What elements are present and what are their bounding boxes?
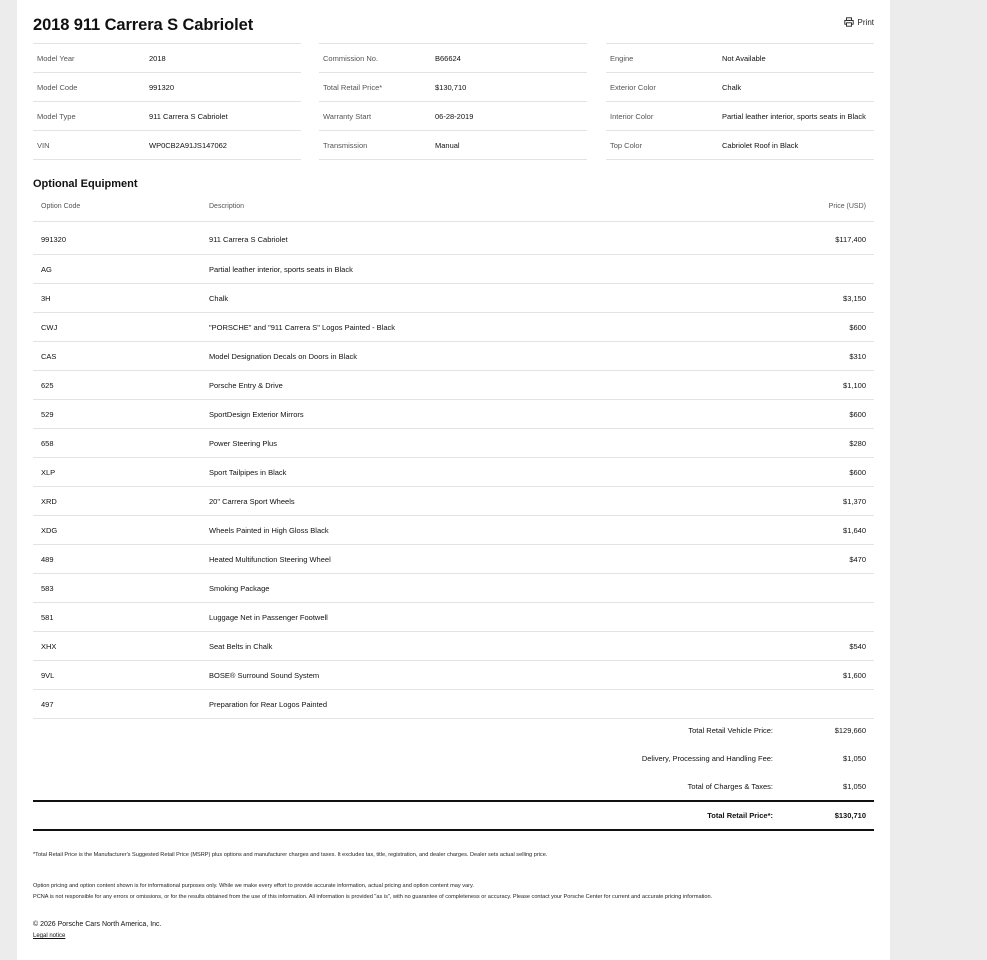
total-row-vehicle-price [33, 716, 874, 744]
option-code: AG [41, 265, 52, 274]
vehicle-detail-card [17, 0, 890, 960]
option-description: BOSE® Surround Sound System [209, 671, 320, 680]
option-code: XRD [41, 497, 57, 506]
option-code: 497 [41, 700, 54, 709]
total-label: Total Retail Vehicle Price: [688, 726, 773, 735]
total-row-delivery-fee [33, 744, 874, 772]
option-price: $1,370 [843, 497, 866, 506]
table-row [33, 400, 874, 429]
option-description: SportDesign Exterior Mirrors [209, 410, 304, 419]
option-price: $310 [849, 352, 866, 361]
table-row [33, 313, 874, 342]
specs-column-2 [319, 43, 587, 160]
spec-row [33, 43, 301, 72]
option-price: $1,600 [843, 671, 866, 680]
option-description: 911 Carrera S Cabriolet [209, 235, 288, 244]
spec-value: 911 Carrera S Cabriolet [149, 112, 228, 121]
print-button[interactable] [844, 17, 874, 27]
option-description: Wheels Painted in High Gloss Black [209, 526, 329, 535]
spec-label: Interior Color [610, 112, 654, 121]
table-row [33, 690, 874, 719]
total-label: Delivery, Processing and Handling Fee: [641, 754, 773, 763]
option-price: $600 [849, 323, 866, 332]
table-header [33, 193, 874, 222]
option-description: Model Designation Decals on Doors in Black [209, 352, 357, 361]
spec-value: B66624 [435, 54, 461, 63]
spec-row [606, 72, 874, 101]
spec-row [319, 101, 587, 130]
spec-row [606, 101, 874, 130]
spec-label: Transmission [323, 141, 368, 150]
spec-label: VIN [37, 141, 50, 150]
total-value: $1,050 [843, 782, 866, 791]
spec-label: Model Year [37, 54, 75, 63]
option-price: $3,150 [843, 294, 866, 303]
spec-value: WP0CB2A91JS147062 [149, 141, 227, 150]
option-price: $600 [849, 410, 866, 419]
spec-label: Top Color [610, 141, 643, 150]
spec-label: Engine [610, 54, 634, 63]
table-row [33, 255, 874, 284]
table-row [33, 632, 874, 661]
option-description: Porsche Entry & Drive [209, 381, 283, 390]
specs-column-3 [606, 43, 874, 160]
total-row-final-price [33, 800, 874, 831]
option-code: XLP [41, 468, 56, 477]
header-description: Description [209, 203, 245, 210]
table-row [33, 545, 874, 574]
total-value: $1,050 [843, 754, 866, 763]
option-disclaimer-line-2: PCNA is not responsible for any errors or omissions, or for the results obtained from the use of this information. All information is provided "as is", with no guarantee of completeness or accuracy. Please contact your Porsche Center for current and accurate pricing information. [33, 894, 713, 900]
total-row-charges-taxes [33, 772, 874, 800]
option-description: "PORSCHE" and "911 Carrera S" Logos Painted - Black [209, 323, 396, 332]
option-price: $470 [849, 555, 866, 564]
option-description: Power Steering Plus [209, 439, 277, 448]
option-description: Chalk [209, 294, 229, 303]
option-description: Luggage Net in Passenger Footwell [209, 613, 328, 622]
spec-row [606, 130, 874, 160]
spec-value: 06-28-2019 [435, 112, 474, 121]
final-total-value: $130,710 [834, 811, 866, 820]
option-code: 581 [41, 613, 54, 622]
spec-label: Warranty Start [323, 112, 372, 121]
optional-equipment-title: Optional Equipment [33, 178, 138, 190]
optional-equipment-table [33, 193, 874, 719]
header-option-code: Option Code [41, 203, 81, 210]
option-price: $280 [849, 439, 866, 448]
spec-row [319, 43, 587, 72]
option-description: Heated Multifunction Steering Wheel [209, 555, 331, 564]
spec-label: Total Retail Price* [323, 83, 383, 92]
option-description: Preparation for Rear Logos Painted [209, 700, 327, 709]
option-code: XHX [41, 642, 57, 651]
option-price: $117,400 [835, 235, 866, 244]
spec-value: Partial leather interior, sports seats in Black [722, 112, 866, 121]
print-label: Print [857, 17, 874, 27]
option-code: XDG [41, 526, 58, 535]
option-code: 625 [41, 381, 54, 390]
table-row [33, 458, 874, 487]
spec-value: Cabriolet Roof in Black [722, 141, 799, 150]
price-disclaimer: *Total Retail Price is the Manufacturer's Suggested Retail Price (MSRP) plus options and manufacturer charges and taxes. It excludes tax, title, registration, and dealer charges. Dealer sets actual selling price. [33, 852, 548, 858]
spec-value: $130,710 [435, 83, 467, 92]
spec-value: Not Available [722, 54, 766, 63]
option-disclaimer-line-1: Option pricing and option content shown is for informational purposes only. While we make every effort to provide accurate information, actual pricing and option content may vary. [33, 883, 474, 889]
spec-label: Commission No. [323, 54, 379, 63]
table-row [33, 284, 874, 313]
table-row [33, 429, 874, 458]
option-code: 489 [41, 555, 54, 564]
option-code: 3H [41, 294, 51, 303]
total-label: Total of Charges & Taxes: [687, 782, 773, 791]
page-title: 2018 911 Carrera S Cabriolet [33, 16, 254, 34]
option-description: Seat Belts in Chalk [209, 642, 273, 651]
table-row [33, 661, 874, 690]
spec-value: Manual [435, 141, 460, 150]
option-disclaimer [33, 881, 712, 903]
option-price: $540 [849, 642, 866, 651]
price-totals [33, 716, 874, 831]
option-code: 529 [41, 410, 54, 419]
spec-value: 991320 [149, 83, 175, 92]
spec-row [606, 43, 874, 72]
spec-label: Model Type [37, 112, 76, 121]
spec-row [33, 101, 301, 130]
option-code: 583 [41, 584, 54, 593]
table-row [33, 342, 874, 371]
spec-label: Exterior Color [610, 83, 656, 92]
spec-row [319, 72, 587, 101]
option-code: 991320 [41, 235, 67, 244]
option-code: 9VL [41, 671, 55, 680]
option-price: $1,100 [843, 381, 866, 390]
table-row [33, 371, 874, 400]
header-price: Price (USD) [828, 203, 866, 210]
table-row [33, 603, 874, 632]
specs-column-1 [33, 43, 301, 160]
table-row [33, 574, 874, 603]
option-price: $1,640 [843, 526, 866, 535]
spec-row [33, 130, 301, 160]
table-row [33, 222, 874, 255]
spec-row [319, 130, 587, 160]
option-description: 20" Carrera Sport Wheels [209, 497, 295, 506]
option-price: $600 [849, 468, 866, 477]
copyright: © 2026 Porsche Cars North America, Inc. [33, 921, 162, 928]
option-description: Partial leather interior, sports seats in Black [209, 265, 353, 274]
spec-value: Chalk [722, 83, 742, 92]
table-body [33, 222, 874, 719]
final-total-label: Total Retail Price*: [707, 811, 773, 820]
option-description: Smoking Package [209, 584, 270, 593]
option-description: Sport Tailpipes in Black [209, 468, 287, 477]
printer-icon [844, 17, 854, 27]
spec-row [33, 72, 301, 101]
option-code: CAS [41, 352, 57, 361]
legal-notice-link[interactable]: Legal notice [33, 933, 66, 939]
total-value: $129,660 [834, 726, 866, 735]
option-code: 658 [41, 439, 54, 448]
table-row [33, 516, 874, 545]
spec-label: Model Code [37, 83, 78, 92]
option-code: CWJ [41, 323, 58, 332]
spec-value: 2018 [149, 54, 166, 63]
table-row [33, 487, 874, 516]
